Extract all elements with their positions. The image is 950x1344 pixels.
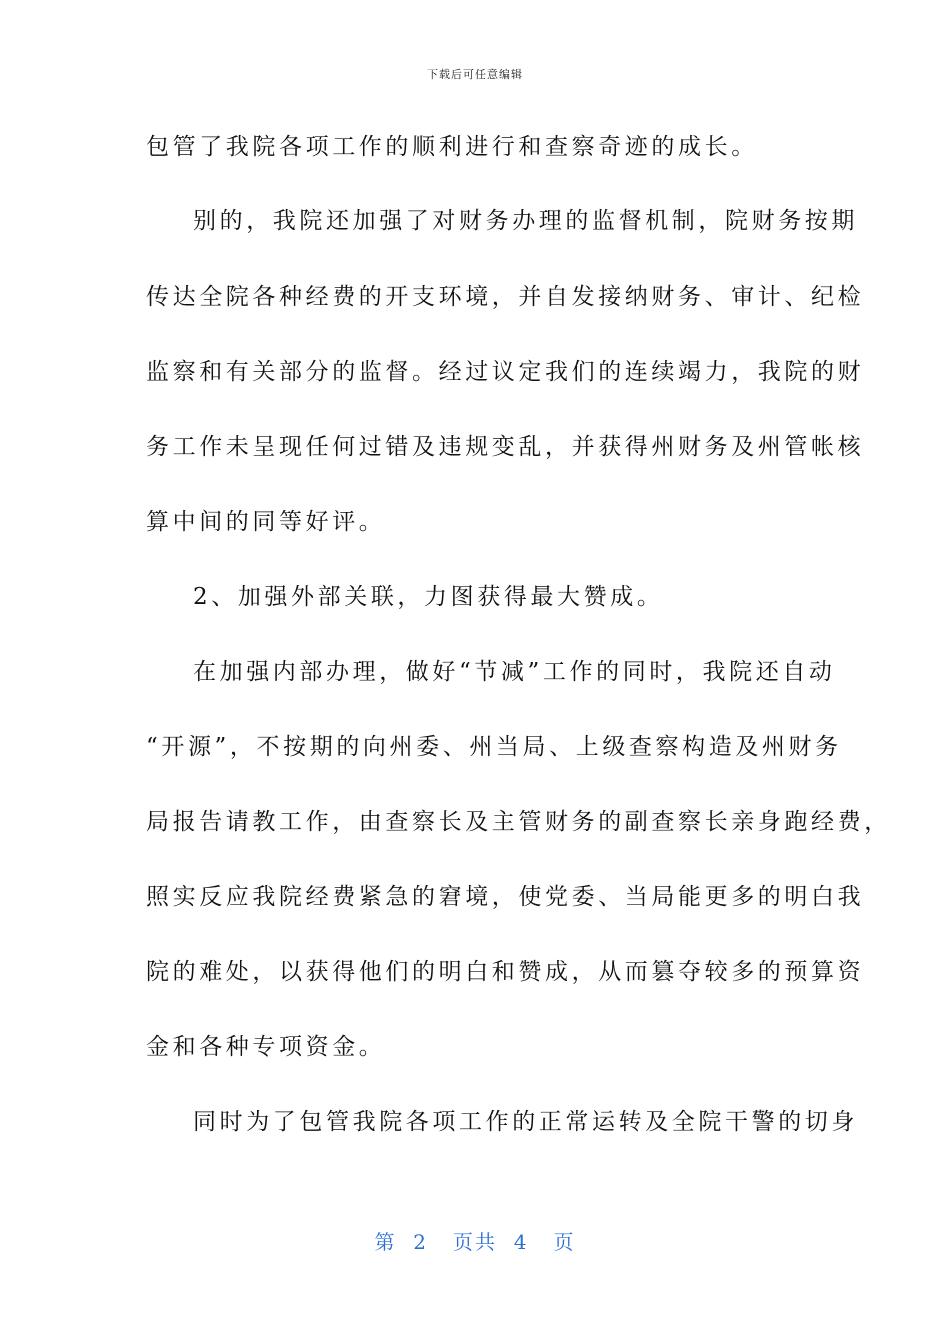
paragraph-first-line: 在加强内部办理，做好“节减”工作的同时，我院还自动 [193,659,836,685]
text-line: 务工作未呈现任何过错及违规变乱，并获得州财务及州管帐核 [146,434,865,460]
page-header: 下载后可任意编辑 [427,68,523,81]
text-line: 算中间的同等好评。 [146,509,386,535]
text-line: 包管了我院各项工作的顺利进行和查察奇迹的成长。 [146,134,758,160]
text-line: 金和各种专项资金。 [146,1034,386,1060]
text-line: 传达全院各种经费的开支环境，并自发接纳财务、审计、纪检 [146,284,865,310]
paragraph-first-line: 同时为了包管我院各项工作的正常运转及全院干警的切身 [193,1109,858,1135]
text-line: 监察和有关部分的监督。经过议定我们的连续竭力，我院的财 [146,359,865,385]
section-heading: 2、加强外部关联，力图获得最大赞成。 [193,584,664,610]
text-line: 院的难处，以获得他们的明白和赞成，从而篡夺较多的预算资 [146,959,865,985]
text-line: “开源”，不按期的向州委、州当局、上级查察构造及州财务 [146,734,842,760]
page-number-footer: 第 2 页共 4 页 [374,1230,576,1254]
text-line: 局报告请教工作，由查察长及主管财务的副查察长亲身跑经费， [146,809,891,835]
text-line: 照实反应我院经费紧急的窘境，使党委、当局能更多的明白我 [146,884,865,910]
paragraph-first-line: 别的，我院还加强了对财务办理的监督机制，院财务按期 [193,208,858,234]
